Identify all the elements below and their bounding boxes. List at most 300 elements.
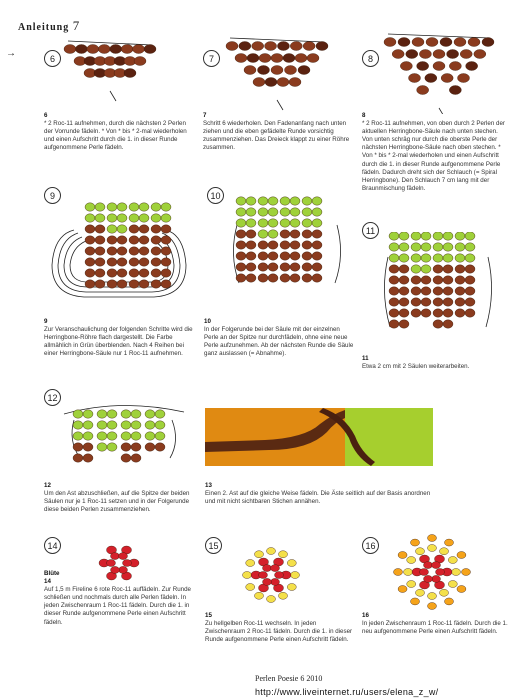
- green-bead: [290, 219, 300, 227]
- brown-bead: [411, 276, 421, 284]
- brown-bead: [129, 236, 139, 244]
- brown-bead: [465, 287, 475, 295]
- green-bead: [280, 197, 290, 205]
- red-bead: [424, 562, 433, 569]
- brown-bead: [458, 74, 470, 83]
- green-bead: [117, 214, 127, 222]
- brown-bead: [433, 320, 443, 328]
- green-bead: [117, 225, 127, 233]
- brown-bead: [253, 78, 265, 87]
- brown-bead: [465, 309, 475, 317]
- orange-bead: [398, 586, 407, 593]
- green-bead: [121, 432, 131, 440]
- green-bead: [107, 203, 117, 211]
- header-title: Anleitung: [18, 22, 70, 33]
- brown-bead: [271, 54, 283, 63]
- page-header: [18, 18, 80, 34]
- brown-bead: [268, 274, 278, 282]
- brown-bead: [468, 38, 480, 47]
- brown-bead: [302, 274, 312, 282]
- brown-bead: [433, 287, 443, 295]
- brown-bead: [433, 50, 445, 59]
- step-11-number: 11: [362, 355, 369, 362]
- brown-bead: [399, 298, 409, 306]
- green-bead: [421, 254, 431, 262]
- brown-bead: [129, 258, 139, 266]
- green-bead: [151, 203, 161, 211]
- green-bead: [107, 443, 117, 451]
- yellow-bead: [428, 593, 437, 600]
- yellow-bead: [416, 548, 425, 555]
- brown-bead: [465, 265, 475, 273]
- brown-bead: [244, 66, 256, 75]
- brown-bead: [465, 298, 475, 306]
- step-10-caption: [204, 318, 354, 358]
- green-bead: [389, 254, 399, 262]
- green-bead: [268, 219, 278, 227]
- brown-bead: [83, 443, 93, 451]
- brown-bead: [83, 454, 93, 462]
- brown-bead: [121, 45, 133, 54]
- red-bead: [275, 572, 284, 579]
- brown-bead: [280, 230, 290, 238]
- brown-bead: [290, 263, 300, 271]
- brown-bead: [411, 287, 421, 295]
- brown-bead: [406, 50, 418, 59]
- green-bead: [97, 432, 107, 440]
- green-bead: [129, 203, 139, 211]
- brown-bead: [139, 236, 149, 244]
- green-bead: [155, 432, 165, 440]
- brown-bead: [398, 38, 410, 47]
- brown-bead: [161, 269, 171, 277]
- step-badge-7: 7: [203, 50, 220, 67]
- brown-bead: [443, 276, 453, 284]
- green-bead: [83, 432, 93, 440]
- brown-bead: [85, 247, 95, 255]
- step-6-number: 6: [44, 112, 48, 119]
- brown-bead: [151, 225, 161, 233]
- brown-bead: [151, 247, 161, 255]
- brown-bead: [129, 280, 139, 288]
- brown-bead: [258, 241, 268, 249]
- brown-bead: [449, 62, 461, 71]
- brown-bead: [151, 236, 161, 244]
- green-bead: [236, 208, 246, 216]
- step-15-caption: [205, 612, 357, 644]
- red-bead: [271, 565, 280, 572]
- red-bead: [263, 578, 272, 585]
- brown-bead: [312, 263, 322, 271]
- brown-bead: [161, 280, 171, 288]
- brown-bead: [151, 280, 161, 288]
- step-badge-6: 6: [44, 50, 61, 67]
- green-bead: [399, 243, 409, 251]
- brown-bead: [139, 225, 149, 233]
- step-12-caption: [44, 482, 196, 514]
- red-bead: [436, 569, 445, 576]
- yellow-bead: [428, 545, 437, 552]
- source-url: http://www.liveinternet.ru/users/elena_z_w/: [255, 687, 439, 697]
- brown-bead: [440, 38, 452, 47]
- brown-bead: [151, 269, 161, 277]
- green-bead: [421, 265, 431, 273]
- brown-bead: [139, 247, 149, 255]
- brown-bead: [455, 298, 465, 306]
- green-bead: [258, 197, 268, 205]
- step-15-illustration: [236, 540, 306, 610]
- green-bead: [389, 232, 399, 240]
- brown-bead: [302, 252, 312, 260]
- step-14-text: Auf 1,5 m Fireline 6 rote Roc-11 auffädeln. Zur Runde schließen und nochmals durch alle Perlen fädeln. In jeden Zwischenraum 1 Roc-11 fädeln. Durch die 1. in dieser Runde aufgenommene Perle einen Aufschritt fädeln.: [44, 586, 191, 626]
- yellow-bead: [407, 581, 416, 588]
- green-bead: [455, 232, 465, 240]
- step-14-title: Blüte: [44, 570, 60, 577]
- red-bead: [420, 569, 429, 576]
- brown-bead: [85, 269, 95, 277]
- brown-bead: [465, 276, 475, 284]
- brown-bead: [95, 236, 105, 244]
- brown-bead: [73, 443, 83, 451]
- brown-bead: [95, 280, 105, 288]
- brown-bead: [389, 265, 399, 273]
- brown-bead: [443, 265, 453, 273]
- brown-bead: [236, 230, 246, 238]
- green-bead: [268, 230, 278, 238]
- brown-bead: [289, 78, 301, 87]
- brown-bead: [246, 230, 256, 238]
- brown-bead: [433, 62, 445, 71]
- yellow-bead: [452, 569, 461, 576]
- red-bead: [111, 553, 120, 560]
- brown-bead: [133, 45, 145, 54]
- step-16-caption: [362, 612, 512, 636]
- green-bead: [443, 243, 453, 251]
- brown-bead: [85, 236, 95, 244]
- yellow-bead: [404, 569, 413, 576]
- green-bead: [443, 254, 453, 262]
- step-10-number: 10: [204, 318, 211, 325]
- step-16-illustration: [392, 532, 472, 612]
- brown-bead: [421, 276, 431, 284]
- step-9-illustration: [44, 195, 194, 305]
- brown-bead: [139, 269, 149, 277]
- brown-bead: [389, 276, 399, 284]
- brown-bead: [265, 42, 277, 51]
- brown-bead: [312, 274, 322, 282]
- brown-bead: [384, 38, 396, 47]
- green-bead: [399, 232, 409, 240]
- green-bead: [97, 410, 107, 418]
- brown-bead: [107, 236, 117, 244]
- branch-photo-background: [205, 408, 345, 466]
- green-bead: [465, 243, 475, 251]
- brown-bead: [85, 258, 95, 266]
- green-bead: [411, 265, 421, 273]
- step-12-text: Um den Ast abzuschließen, auf die Spitze der beiden Säulen nur je 1 Roc-11 setzen und in der Folgerunde diese beiden Perlen zusammenziehen.: [44, 490, 190, 514]
- green-bead: [107, 225, 117, 233]
- green-bead: [97, 421, 107, 429]
- orange-bead: [411, 539, 420, 546]
- bead-triangle-illustration: [64, 41, 156, 101]
- brown-bead: [246, 263, 256, 271]
- yellow-bead: [267, 548, 276, 555]
- step-12-number: 12: [44, 482, 51, 489]
- yellow-bead: [291, 572, 300, 579]
- brown-bead: [389, 320, 399, 328]
- yellow-bead: [267, 596, 276, 603]
- step-8-text: * 2 Roc-11 aufnehmen, von oben durch 2 Perlen der aktuellen Herringbone-Säule nach unten stechen. Von unten schräg nur durch die oberste Perle der nächsten Herringbone-Säule nach oben stechen. * Von * bis * 2-mal wiederholen und einen Aufschritt durch die 1. in dieser Runde aufgenommene Perle fädeln. Dadurch dreht sich der Schlauch (= Spiral Herringbone). Den Schlauch 7 cm lang mit der Braunmischung fädeln.: [362, 120, 505, 192]
- brown-bead: [421, 309, 431, 317]
- step-10-text: In der Folgerunde bei der Säule mit der einzelnen Perle an der Spitze nur durchfädeln, ohne eine neue Perle aufzunehmen. Ab der nächsten Runde die Säule ganz auslassen (= Abnahme).: [204, 326, 354, 358]
- brown-bead: [433, 276, 443, 284]
- red-bead: [107, 560, 116, 567]
- brown-bead: [144, 45, 156, 54]
- green-bead: [290, 208, 300, 216]
- brown-bead: [258, 252, 268, 260]
- orange-bead: [398, 552, 407, 559]
- yellow-bead: [279, 551, 288, 558]
- brown-bead: [265, 78, 277, 87]
- green-bead: [246, 208, 256, 216]
- orange-bead: [457, 552, 466, 559]
- green-bead: [280, 208, 290, 216]
- step-13-number: 13: [205, 482, 212, 489]
- brown-bead: [474, 50, 486, 59]
- step-badge-15: 15: [205, 537, 222, 554]
- brown-bead: [302, 263, 312, 271]
- brown-bead: [107, 247, 117, 255]
- step-11-caption: [362, 355, 502, 371]
- green-bead: [302, 219, 312, 227]
- step-badge-8: 8: [362, 50, 379, 67]
- yellow-bead: [279, 592, 288, 599]
- brown-bead: [124, 69, 136, 78]
- brown-bead: [95, 225, 105, 233]
- step-badge-10: 10: [207, 187, 224, 204]
- step-14-number: 14: [44, 578, 51, 586]
- green-bead: [139, 214, 149, 222]
- brown-bead: [443, 320, 453, 328]
- green-bead: [129, 214, 139, 222]
- green-bead: [85, 214, 95, 222]
- yellow-bead: [246, 560, 255, 567]
- yellow-bead: [407, 557, 416, 564]
- brown-bead: [417, 86, 429, 95]
- brown-bead: [161, 225, 171, 233]
- green-bead: [465, 254, 475, 262]
- green-bead: [145, 432, 155, 440]
- green-bead: [268, 208, 278, 216]
- red-bead: [424, 575, 433, 582]
- green-bead: [411, 254, 421, 262]
- step-badge-12: 12: [44, 389, 61, 406]
- brown-bead: [246, 274, 256, 282]
- brown-bead: [312, 241, 322, 249]
- brown-bead: [259, 54, 271, 63]
- brown-bead: [290, 252, 300, 260]
- brown-bead: [129, 269, 139, 277]
- green-bead: [73, 421, 83, 429]
- brown-bead: [235, 54, 247, 63]
- brown-bead: [455, 309, 465, 317]
- green-bead: [455, 243, 465, 251]
- step-8-illustration: [380, 28, 498, 114]
- brown-bead: [87, 45, 99, 54]
- red-bead: [271, 578, 280, 585]
- brown-bead: [258, 274, 268, 282]
- step-8-number: 8: [362, 112, 366, 119]
- green-bead: [95, 214, 105, 222]
- brown-bead: [117, 236, 127, 244]
- brown-bead: [455, 287, 465, 295]
- brown-bead: [455, 265, 465, 273]
- brown-bead: [399, 276, 409, 284]
- brown-bead: [312, 252, 322, 260]
- green-bead: [131, 421, 141, 429]
- margin-arrow: →: [6, 48, 16, 59]
- green-bead: [85, 203, 95, 211]
- brown-bead: [443, 287, 453, 295]
- step-15-number: 15: [205, 612, 212, 619]
- brown-bead: [95, 269, 105, 277]
- green-bead: [258, 208, 268, 216]
- brown-bead: [302, 241, 312, 249]
- step-badge-9: 9: [44, 187, 61, 204]
- brown-bead: [312, 230, 322, 238]
- brown-bead: [95, 258, 105, 266]
- green-bead: [236, 197, 246, 205]
- brown-bead: [247, 54, 259, 63]
- brown-bead: [85, 280, 95, 288]
- step-8-caption: [362, 112, 510, 193]
- brown-bead: [155, 443, 165, 451]
- brown-bead: [295, 54, 307, 63]
- green-bead: [236, 219, 246, 227]
- green-bead: [312, 197, 322, 205]
- brown-bead: [412, 38, 424, 47]
- brown-bead: [285, 66, 297, 75]
- header-number: 7: [72, 18, 81, 33]
- yellow-bead: [287, 584, 296, 591]
- step-11-illustration: [378, 232, 498, 347]
- step-16-text: In jeden Zwischenraum 1 Roc-11 fädeln. Durch die 1. neu aufgenommene Perle einen Aufschritt fädeln.: [362, 620, 508, 636]
- green-bead: [131, 432, 141, 440]
- branch-photo-green: [345, 408, 433, 466]
- green-bead: [302, 197, 312, 205]
- brown-bead: [399, 265, 409, 273]
- brown-bead: [258, 263, 268, 271]
- brown-bead: [290, 230, 300, 238]
- step-7-illustration: [222, 32, 332, 114]
- brown-bead: [246, 252, 256, 260]
- brown-bead: [139, 280, 149, 288]
- brown-bead: [298, 66, 310, 75]
- brown-bead: [290, 42, 302, 51]
- green-bead: [83, 410, 93, 418]
- green-bead: [161, 214, 171, 222]
- brown-bead: [280, 241, 290, 249]
- brown-bead: [151, 258, 161, 266]
- brown-bead: [107, 258, 117, 266]
- green-bead: [83, 421, 93, 429]
- brown-bead: [85, 225, 95, 233]
- green-bead: [97, 443, 107, 451]
- orange-bead: [428, 535, 437, 542]
- green-bead: [107, 432, 117, 440]
- green-bead: [155, 421, 165, 429]
- step-9-caption: [44, 318, 194, 358]
- red-bead: [432, 562, 441, 569]
- brown-bead: [110, 45, 122, 54]
- brown-bead: [271, 66, 283, 75]
- green-bead: [399, 254, 409, 262]
- brown-bead: [236, 263, 246, 271]
- green-bead: [433, 243, 443, 251]
- step-badge-16: 16: [362, 537, 379, 554]
- orange-bead: [428, 603, 437, 610]
- green-bead: [411, 243, 421, 251]
- step-9-number: 9: [44, 318, 48, 325]
- green-bead: [302, 208, 312, 216]
- green-bead: [151, 214, 161, 222]
- green-bead: [121, 410, 131, 418]
- red-bead: [123, 560, 132, 567]
- brown-bead: [433, 298, 443, 306]
- orange-bead: [445, 598, 454, 605]
- red-bead: [263, 565, 272, 572]
- green-bead: [139, 203, 149, 211]
- brown-bead: [98, 45, 110, 54]
- brown-bead: [161, 236, 171, 244]
- brown-bead: [466, 62, 478, 71]
- brown-bead: [419, 50, 431, 59]
- red-bead: [432, 575, 441, 582]
- step-badge-11: 11: [362, 222, 379, 239]
- brown-bead: [316, 42, 328, 51]
- brown-bead: [252, 42, 264, 51]
- brown-bead: [433, 309, 443, 317]
- brown-bead: [399, 287, 409, 295]
- step-7-number: 7: [203, 112, 207, 119]
- green-bead: [73, 410, 83, 418]
- brown-bead: [283, 54, 295, 63]
- brown-bead: [302, 230, 312, 238]
- green-bead: [312, 219, 322, 227]
- brown-bead: [129, 225, 139, 233]
- step-14-caption: [44, 570, 196, 627]
- step-16-number: 16: [362, 612, 369, 619]
- green-bead: [246, 219, 256, 227]
- page-footer: Perlen Poesie 6 2010: [255, 674, 323, 683]
- green-bead: [290, 197, 300, 205]
- brown-bead: [455, 276, 465, 284]
- green-bead: [161, 203, 171, 211]
- brown-bead: [411, 298, 421, 306]
- brown-bead: [449, 86, 461, 95]
- yellow-bead: [287, 560, 296, 567]
- brown-bead: [75, 45, 87, 54]
- yellow-bead: [243, 572, 252, 579]
- brown-bead: [117, 280, 127, 288]
- step-7-caption: [203, 112, 351, 152]
- brown-bead: [290, 241, 300, 249]
- step-6-illustration: [60, 35, 160, 115]
- brown-bead: [107, 269, 117, 277]
- green-bead: [312, 208, 322, 216]
- brown-bead: [268, 252, 278, 260]
- brown-bead: [411, 309, 421, 317]
